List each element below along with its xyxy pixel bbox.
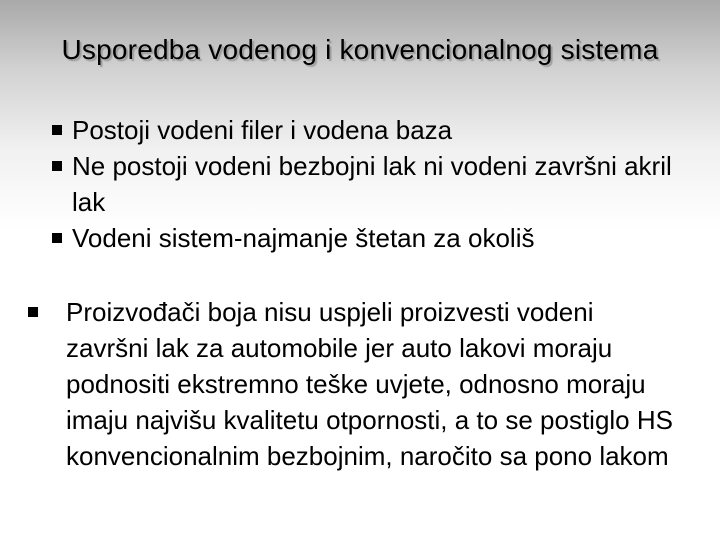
- bullet-text: Proizvođači boja nisu uspjeli proizvesti vodeni završni lak za automobile jer auto lakovi moraju podnositi ekstremno teške uvjete, odnosno moraju imaju najvišu kvalitetu otpornosti, a to se postiglo HS konvencionalnim bezbojnim, naročito sa pono lakom: [66, 297, 673, 471]
- bullet-text: Postoji vodeni filer i vodena baza: [72, 115, 453, 145]
- square-bullet-icon: [52, 125, 62, 135]
- bullet-item: [48, 220, 688, 256]
- square-bullet-icon: [52, 233, 62, 243]
- slide-title: Usporedba vodenog i konvencionalnog sistema: [61, 34, 659, 65]
- bullet-item: [48, 112, 688, 148]
- bullet-item: [40, 294, 680, 474]
- bullet-item: [48, 148, 688, 220]
- bullet-text: Ne postoji vodeni bezbojni lak ni vodeni završni akril lak: [72, 151, 672, 217]
- bullet-list-secondary: [40, 294, 680, 474]
- square-bullet-icon: [52, 161, 62, 171]
- bullet-text: Vodeni sistem-najmanje štetan za okoliš: [72, 223, 535, 253]
- bullet-list-primary: [48, 112, 688, 256]
- square-bullet-icon: [28, 307, 38, 317]
